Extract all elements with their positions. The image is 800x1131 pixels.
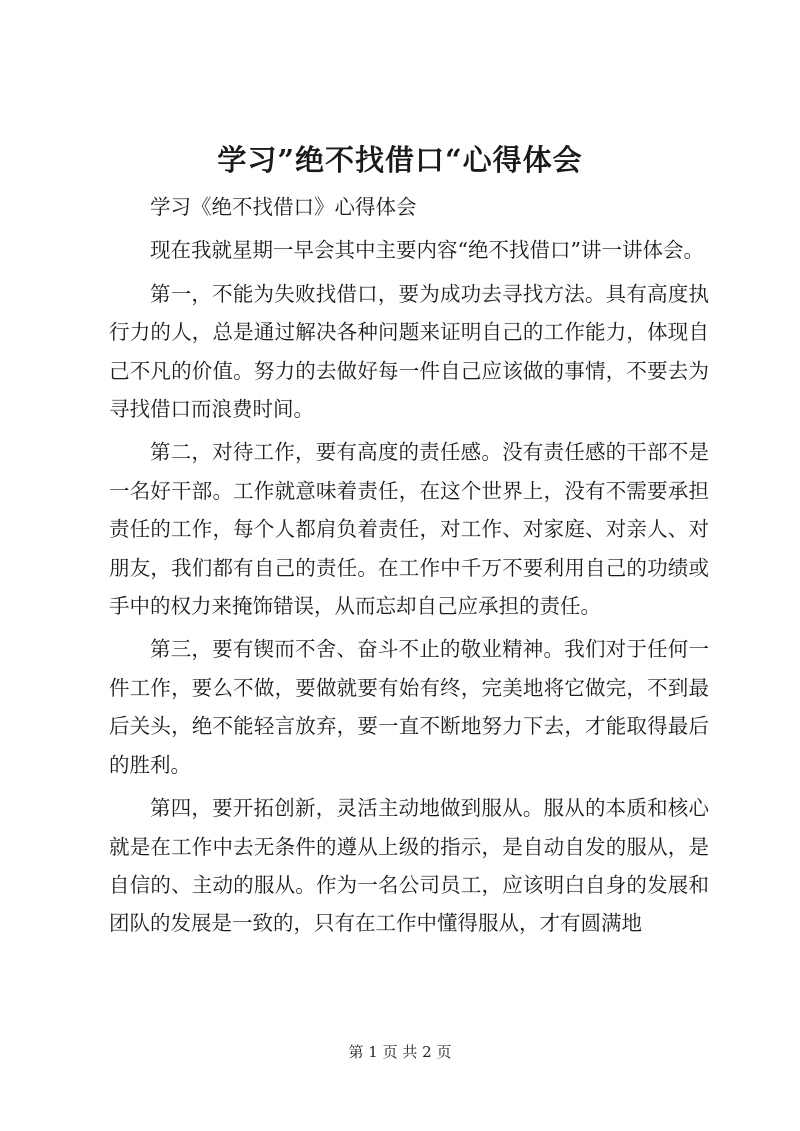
- page-number-footer: 第 1 页 共 2 页: [348, 1043, 452, 1061]
- paragraph-first-point: 第一，不能为失败找借口，要为成功去寻找方法。具有高度执行力的人，总是通过解决各种问题来证明自己的工作能力，体现自己不凡的价值。努力的去做好每一件自己应该做的事情，不要去为寻找借口而浪费时间。: [109, 281, 709, 422]
- document-subtitle: 学习《绝不找借口》心得体会: [150, 195, 417, 219]
- paragraph-third-point: 第三，要有锲而不舍、奋斗不止的敬业精神。我们对于任何一件工作，要么不做，要做就要有始有终，完美地将它做完，不到最后关头，绝不能轻言放弃，要一直不断地努力下去，才能取得最后的胜利。: [109, 637, 709, 777]
- paragraph-fourth-point: 第四，要开拓创新，灵活主动地做到服从。服从的本质和核心就是在工作中去无条件的遵从上级的指示，是自动自发的服从，是自信的、主动的服从。作为一名公司员工，应该明白自身的发展和团队的发展是一致的，只有在工作中懂得服从，才有圆满地: [109, 796, 709, 936]
- paragraph-second-point: 第二，对待工作，要有高度的责任感。没有责任感的干部不是一名好干部。工作就意味着责任，在这个世界上，没有不需要承担责任的工作，每个人都肩负着责任，对工作、对家庭、对亲人、对朋友，我们都有自己的责任。在工作中千万不要利用自己的功绩或手中的权力来掩饰错误，从而忘却自己应承担的责任。: [109, 440, 709, 619]
- document-title: 学习”绝不找借口“心得体会: [217, 143, 583, 177]
- document-body: [109, 188, 709, 943]
- paragraph-intro: 现在我就星期一早会其中主要内容“绝不找借口”讲一讲体会。: [150, 238, 704, 263]
